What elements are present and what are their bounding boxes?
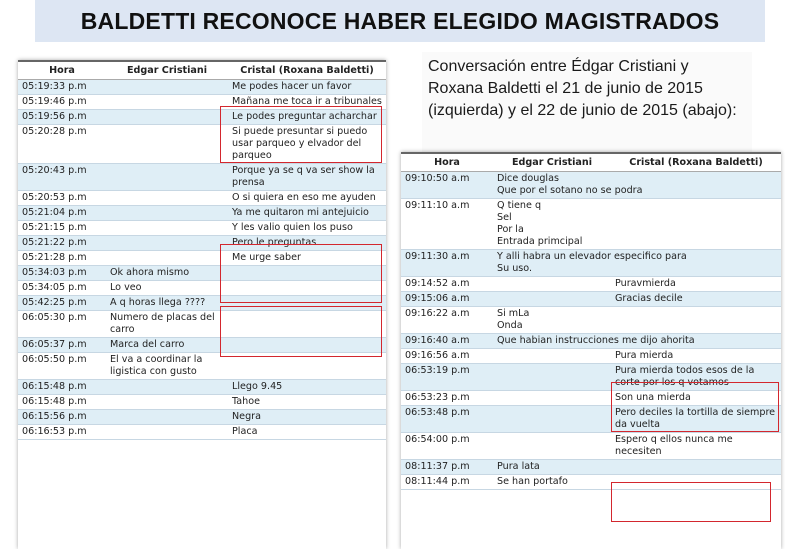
cell-hora: 06:05:50 p.m [18, 353, 106, 380]
cell-hora: 06:53:19 p.m [401, 364, 493, 391]
cell-hora: 06:05:30 p.m [18, 311, 106, 338]
table-row [18, 206, 386, 221]
table-row [18, 395, 386, 410]
cell-hora: 06:15:48 p.m [18, 395, 106, 410]
cell-cristal: Me podes hacer un favor [228, 80, 386, 95]
chat-table-june-21 [18, 60, 386, 549]
cell-hora: 05:21:15 p.m [18, 221, 106, 236]
cell-hora: 06:16:53 p.m [18, 425, 106, 440]
column-header-edgar: Edgar Cristiani [106, 62, 228, 80]
cell-cristal: Pero le preguntas [228, 236, 386, 251]
cell-hora: 09:16:22 a.m [401, 307, 493, 334]
highlight-box [611, 382, 779, 432]
cell-cristal: Le podes preguntar acharchar [228, 110, 386, 125]
cell-edgar: Dice douglas Que por el sotano no se podra [493, 172, 781, 199]
cell-hora: 05:19:33 p.m [18, 80, 106, 95]
cell-hora: 09:14:52 a.m [401, 277, 493, 292]
table-row [18, 410, 386, 425]
cell-hora: 08:11:37 p.m [401, 460, 493, 475]
cell-hora: 05:42:25 p.m [18, 296, 106, 311]
cell-edgar: Pura lata [493, 460, 781, 475]
cell-cristal: Puravmierda [611, 277, 781, 292]
cell-edgar [106, 191, 228, 206]
cell-hora: 05:21:22 p.m [18, 236, 106, 251]
cell-edgar: Q tiene q Sel Por la Entrada primcipal [493, 199, 781, 250]
cell-edgar [106, 95, 228, 110]
table-row [401, 277, 781, 292]
table-row [401, 172, 781, 199]
cell-hora: 05:20:28 p.m [18, 125, 106, 164]
cell-cristal: Me urge saber [228, 251, 386, 266]
cell-edgar [106, 221, 228, 236]
headline-banner [35, 0, 765, 42]
table-row [18, 191, 386, 206]
column-header-edgar: Edgar Cristiani [493, 154, 611, 172]
cell-cristal: Mañana me toca ir a tribunales [228, 95, 386, 110]
column-header-hora: Hora [401, 154, 493, 172]
table-header-row [18, 62, 386, 80]
table-row [401, 349, 781, 364]
cell-edgar [106, 80, 228, 95]
cell-hora: 08:11:44 p.m [401, 475, 493, 490]
table-header-row [401, 154, 781, 172]
cell-cristal: Tahoe [228, 395, 386, 410]
cell-edgar: El va a coordinar la ligistica con gusto [106, 353, 228, 380]
cell-hora: 05:21:28 p.m [18, 251, 106, 266]
cell-edgar [106, 206, 228, 221]
table-row [18, 380, 386, 395]
cell-edgar [106, 410, 228, 425]
cell-edgar: A q horas llega ???? [106, 296, 228, 311]
table-row [401, 199, 781, 250]
highlight-box [220, 244, 382, 303]
caption: Conversación entre Édgar Cristiani y Roxana Baldetti el 21 de junio de 2015 (izquierda) y el 22 de junio de 2015 (abajo): [422, 52, 752, 152]
chat-table-june-22 [401, 152, 781, 549]
cell-hora: 05:21:04 p.m [18, 206, 106, 221]
cell-edgar [106, 425, 228, 440]
highlight-box [220, 306, 382, 357]
cell-edgar [106, 164, 228, 191]
cell-hora: 06:53:23 p.m [401, 391, 493, 406]
column-header-cristal: Cristal (Roxana Baldetti) [228, 62, 386, 80]
cell-edgar: Numero de placas del carro [106, 311, 228, 338]
cell-hora: 05:20:43 p.m [18, 164, 106, 191]
cell-cristal: Negra [228, 410, 386, 425]
cell-cristal: Espero q ellos nunca me necesiten [611, 433, 781, 460]
cell-cristal: Y les valio quien los puso [228, 221, 386, 236]
cell-edgar: Lo veo [106, 281, 228, 296]
cell-edgar [106, 110, 228, 125]
table-row [18, 80, 386, 95]
cell-edgar [106, 395, 228, 410]
cell-edgar: Se han portafo [493, 475, 781, 490]
cell-hora: 06:54:00 p.m [401, 433, 493, 460]
table-row [401, 307, 781, 334]
headline: BALDETTI RECONOCE HABER ELEGIDO MAGISTRADOS [80, 7, 720, 34]
table-row [18, 164, 386, 191]
table-row [18, 221, 386, 236]
cell-hora: 05:19:56 p.m [18, 110, 106, 125]
highlight-box [220, 106, 382, 163]
cell-edgar [493, 349, 611, 364]
cell-cristal: O si quiera en eso me ayuden [228, 191, 386, 206]
cell-cristal: Si puede presuntar si puedo usar parqueo y elvador del parqueo [228, 125, 386, 164]
cell-edgar: Que habian instrucciones me dijo ahorita [493, 334, 781, 349]
cell-hora: 06:53:48 p.m [401, 406, 493, 433]
cell-cristal: Llego 9.45 [228, 380, 386, 395]
table-row [401, 334, 781, 349]
cell-cristal: Pero deciles la tortilla de siempre da vuelta [611, 406, 781, 433]
cell-hora: 09:11:10 a.m [401, 199, 493, 250]
cell-hora: 05:34:03 p.m [18, 266, 106, 281]
cell-edgar [493, 292, 611, 307]
cell-edgar: Ok ahora mismo [106, 266, 228, 281]
cell-hora: 09:15:06 a.m [401, 292, 493, 307]
column-header-cristal: Cristal (Roxana Baldetti) [611, 154, 781, 172]
cell-cristal: Ya me quitaron mi antejuicio [228, 206, 386, 221]
column-header-hora: Hora [18, 62, 106, 80]
cell-edgar: Marca del carro [106, 338, 228, 353]
cell-edgar [106, 251, 228, 266]
cell-cristal: Son una mierda [611, 391, 781, 406]
cell-edgar [106, 125, 228, 164]
cell-hora: 06:05:37 p.m [18, 338, 106, 353]
cell-hora: 05:34:05 p.m [18, 281, 106, 296]
cell-edgar [106, 380, 228, 395]
table-row [401, 460, 781, 475]
cell-hora: 09:10:50 a.m [401, 172, 493, 199]
cell-cristal: Pura mierda [611, 349, 781, 364]
highlight-box [611, 482, 771, 522]
cell-cristal: Gracias decile [611, 292, 781, 307]
cell-edgar: Y alli habra un elevador especifico para Su uso. [493, 250, 781, 277]
cell-hora: 05:19:46 p.m [18, 95, 106, 110]
table-row [401, 292, 781, 307]
table-row [401, 433, 781, 460]
cell-edgar [493, 391, 611, 406]
cell-edgar [493, 364, 611, 391]
cell-hora: 09:16:40 a.m [401, 334, 493, 349]
cell-edgar: Si mLa Onda [493, 307, 781, 334]
cell-hora: 09:11:30 a.m [401, 250, 493, 277]
table-row [401, 250, 781, 277]
cell-hora: 05:20:53 p.m [18, 191, 106, 206]
cell-hora: 06:15:48 p.m [18, 380, 106, 395]
cell-hora: 06:15:56 p.m [18, 410, 106, 425]
table-row [18, 425, 386, 440]
cell-cristal: Placa [228, 425, 386, 440]
cell-edgar [493, 406, 611, 433]
cell-hora: 09:16:56 a.m [401, 349, 493, 364]
cell-edgar [493, 277, 611, 292]
cell-cristal: Porque ya se q va ser show la prensa [228, 164, 386, 191]
cell-edgar [493, 433, 611, 460]
cell-edgar [106, 236, 228, 251]
cell-cristal: Pura mierda todos esos de la corte por los q votamos [611, 364, 781, 391]
